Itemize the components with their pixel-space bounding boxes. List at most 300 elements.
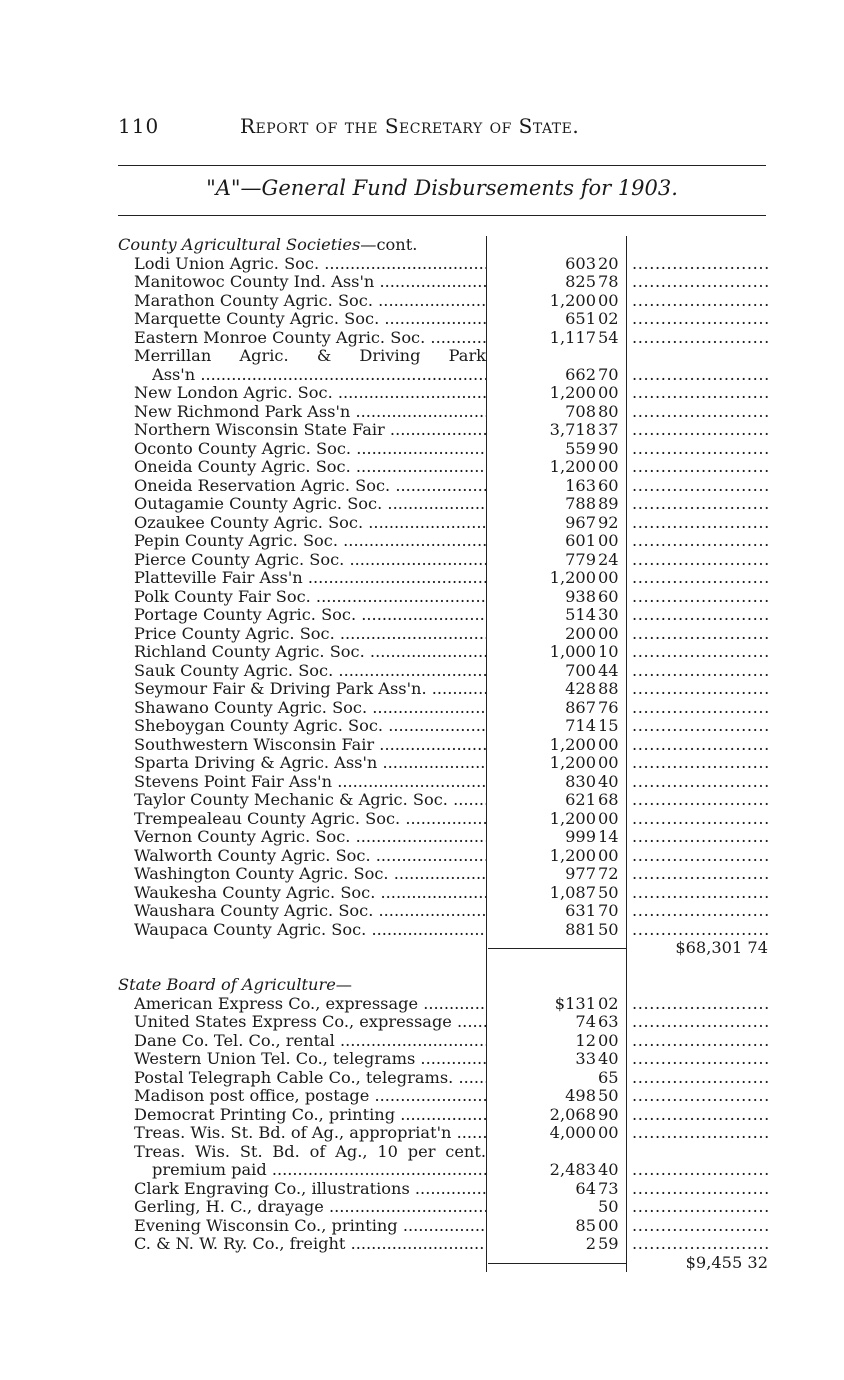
ledger-row [118,440,768,459]
ledger-row [118,643,768,662]
column-divider-left [486,921,487,940]
amount-cents: 20 [598,253,619,273]
section-heading-row [118,236,768,255]
ledger-row [118,421,768,440]
amount-dollars: 4,000 [549,1123,596,1142]
column-divider-right [626,810,627,829]
leader-dots [632,1124,768,1143]
column-divider-left [486,588,487,607]
section-total: $9,455 32 [685,1252,768,1272]
payee-name: Vernon County Agric. Soc. ..... [134,828,486,847]
column-divider-right [626,736,627,755]
column-divider-left [486,1106,487,1125]
column-divider-right [626,1180,627,1199]
ledger-row [118,810,768,829]
amount-cents: 60 [598,475,619,495]
column-divider-right [626,588,627,607]
amount-dollars: 200 [565,623,596,643]
amount-cents: 70 [598,901,619,920]
leader-dots [632,292,768,311]
page-header [118,114,766,142]
leader-dots [632,1161,768,1180]
column-divider-left [486,403,487,422]
payee-name: Postal Telegraph Cable Co., telegrams. ..... [134,1069,486,1088]
leader-dots [632,1032,768,1051]
amount-cents: 00 [598,383,619,402]
amount-dollars: 1,200 [549,383,596,402]
payee-name: Gerling, H. C., drayage ..... [134,1198,486,1217]
payee-name: Platteville Fair Ass'n ..... [134,569,486,588]
column-divider-right [626,1217,627,1236]
total-rule [488,948,626,949]
column-divider-right [626,514,627,533]
payee-name: Evening Wisconsin Co., printing ..... [134,1217,486,1236]
column-divider-right [626,347,627,366]
payee-name: Portage County Agric. Soc. ..... [134,606,486,625]
payee-name: Price County Agric. Soc. ..... [134,625,486,644]
amount-dollars: 64 [575,1178,596,1198]
leader-dots [632,773,768,792]
leader-dots [632,532,768,551]
amount-cents: 50 [598,882,619,902]
column-divider-left [486,1087,487,1106]
payee-name: Lodi Union Agric. Soc. ..... [134,255,486,274]
column-divider-right [626,754,627,773]
amount-dollars: 3,718 [549,420,596,439]
payee-name: Eastern Monroe County Agric. Soc. ..... [134,329,486,348]
amount-cents: 73 [598,1178,619,1198]
leader-dots [632,921,768,940]
section-heading [118,976,478,995]
leader-dots [632,551,768,570]
amount-dollars: 1,117 [549,327,596,347]
leader-dots [632,403,768,422]
ledger-row [118,1032,768,1051]
amount-dollars: 651 [565,309,596,328]
ledger-row [118,551,768,570]
column-divider-right [626,1235,627,1254]
ledger-row [118,514,768,533]
page-number: 110 [118,114,160,138]
payee-name: Madison post office, postage ..... [134,1087,486,1106]
payee-name: Outagamie County Agric. Soc. ..... [134,495,486,514]
column-divider-right [626,662,627,681]
leader-dots [632,1050,768,1069]
section-total: $68,301 74 [675,938,768,957]
ledger-row [118,273,768,292]
column-divider-right [626,1106,627,1125]
payee-name: Walworth County Agric. Soc. ..... [134,847,486,866]
ledger-row [118,773,768,792]
amount-dollars: 621 [565,790,596,809]
column-divider-left [486,643,487,662]
column-divider-left [486,347,487,366]
amount-cents: 70 [598,364,619,384]
column-divider-left [486,995,487,1014]
amount-dollars: 603 [565,253,596,273]
payee-name: Waukesha County Agric. Soc. ..... [134,884,486,903]
leader-dots [632,1198,768,1217]
ledger-row [118,1217,768,1236]
payee-name: Oneida Reservation Agric. Soc. ..... [134,477,486,496]
section-heading-suffix: — [335,975,352,994]
section-heading [118,236,478,255]
column-divider-left [486,810,487,829]
ledger-row [118,1161,768,1180]
amount-dollars: 867 [565,697,596,717]
ledger-row [118,847,768,866]
column-divider-left [486,292,487,311]
column-divider-left [486,273,487,292]
column-divider-left [486,477,487,496]
column-divider-left [486,1217,487,1236]
ledger-row [118,329,768,348]
amount-dollars: 967 [565,512,596,532]
payee-name: Seymour Fair & Driving Park Ass'n. ..... [134,680,486,699]
payee-name: Clark Engraving Co., illustrations ..... [134,1180,486,1199]
amount-dollars: 2 [585,1234,596,1253]
amount-cents: 00 [598,734,619,754]
leader-dots [632,902,768,921]
leader-dots [632,865,768,884]
column-divider-right [626,569,627,588]
section-heading-text: County Agricultural Societies [118,235,361,254]
amount-cents: 00 [598,568,619,587]
column-divider-left [486,532,487,551]
ledger-row [118,995,768,1014]
column-divider-left [486,625,487,644]
amount-cents: 00 [598,753,619,772]
amount-cents: 68 [598,790,619,809]
column-divider-left [486,551,487,570]
amount-cents: 90 [598,1104,619,1124]
column-divider-right [626,329,627,348]
ledger-row [118,717,768,736]
column-divider-left [486,680,487,699]
leader-dots [632,754,768,773]
amount-dollars: 938 [565,586,596,606]
column-divider-left [486,458,487,477]
leader-dots [632,588,768,607]
column-divider-right [626,384,627,403]
payee-name: Richland County Agric. Soc. ..... [134,643,486,662]
amount-cents: 14 [598,827,619,846]
column-divider-right [626,551,627,570]
column-divider-right [626,292,627,311]
amount-cents: 00 [598,531,619,550]
ledger-row [118,1235,768,1254]
payee-name: Treas. Wis. St. Bd. of Ag., 10 per cent. [134,1142,486,1161]
amount-cents: 00 [598,808,619,828]
column-divider-right [626,440,627,459]
amount-cents: 50 [598,1086,619,1105]
column-divider-right [626,1198,627,1217]
ledger-row [118,1198,768,1217]
leader-dots [632,440,768,459]
amount-cents: 02 [598,993,619,1013]
column-divider-left [486,976,487,995]
amount-cents: 72 [598,864,619,883]
amount-dollars: 1,087 [549,882,596,902]
ledger-row [118,625,768,644]
column-divider-right [626,532,627,551]
column-divider-left [486,773,487,792]
amount-dollars: 700 [565,660,596,680]
amount-cents: 10 [598,642,619,661]
column-divider-right [626,828,627,847]
amount-dollars: 881 [565,919,596,939]
column-divider-left [486,699,487,718]
leader-dots [632,662,768,681]
leader-dots [632,643,768,662]
column-divider-left [486,754,487,773]
amount-cents: 60 [598,586,619,606]
column-divider-right [626,717,627,736]
amount-cents: 00 [598,290,619,310]
column-divider-left [486,736,487,755]
column-divider-right [626,236,627,255]
leader-dots [632,1180,768,1199]
amount-dollars: 1,000 [549,642,596,661]
amount-dollars: 85 [575,1215,596,1235]
column-divider-right [626,458,627,477]
column-divider-right [626,791,627,810]
ledger-row [118,347,768,366]
section-heading-suffix: —cont. [360,235,418,254]
ledger-row [118,1106,768,1125]
column-divider-left [486,366,487,385]
column-divider-left [486,662,487,681]
amount-cents: 00 [598,1215,619,1235]
column-divider-left [486,865,487,884]
amount-dollars: 2,068 [549,1104,596,1124]
section-heading-row [118,976,768,995]
ledger-row [118,569,768,588]
ledger-row [118,310,768,329]
ledger-row [118,1180,768,1199]
amount-dollars: 788 [565,494,596,513]
payee-name: Shawano County Agric. Soc. ..... [134,699,486,718]
column-divider-right [626,255,627,274]
column-divider-left [486,236,487,255]
ledger-row [118,680,768,699]
ledger-row [118,1069,768,1088]
payee-name-continued: premium paid ..... [152,1161,486,1180]
ledger-row [118,1143,768,1162]
amount-cents: 30 [598,605,619,624]
column-divider-right [626,366,627,385]
column-divider-left [486,384,487,403]
payee-name: Dane Co. Tel. Co., rental ..... [134,1032,486,1051]
payee-name: Washington County Agric. Soc. ..... [134,865,486,884]
column-divider-left [486,606,487,625]
ledger-row [118,754,768,773]
payee-name: Treas. Wis. St. Bd. of Ag., appropriat'n ..... [134,1124,486,1143]
column-divider-right [626,958,627,977]
amount-cents: 59 [598,1234,619,1253]
ledger-row [118,1013,768,1032]
section-total-row [118,1254,768,1273]
ledger-row [118,1050,768,1069]
leader-dots [632,421,768,440]
amount-cents: 63 [598,1012,619,1031]
amount-dollars: 631 [565,901,596,920]
amount-dollars: 708 [565,401,596,421]
leader-dots [632,995,768,1014]
column-divider-right [626,847,627,866]
payee-name: Polk County Fair Soc. ..... [134,588,486,607]
payee-name: Ozaukee County Agric. Soc. ..... [134,514,486,533]
ledger-row [118,477,768,496]
column-divider-left [486,1143,487,1162]
column-divider-left [486,902,487,921]
amount-cents: 78 [598,272,619,291]
ledger-row [118,458,768,477]
column-divider-right [626,921,627,940]
amount-dollars: 662 [565,364,596,384]
payee-name: Western Union Tel. Co., telegrams ..... [134,1050,486,1069]
leader-dots [632,255,768,274]
leader-dots [632,1087,768,1106]
payee-name: Oneida County Agric. Soc. ..... [134,458,486,477]
amount-cents: 89 [598,494,619,513]
payee-name-continued: Ass'n ..... [152,366,486,385]
leader-dots [632,717,768,736]
payee-name: Oconto County Agric. Soc. ..... [134,440,486,459]
leader-dots [632,514,768,533]
amount-cents: 44 [598,660,619,680]
amount-cents: 00 [598,1123,619,1142]
amount-dollars: 977 [565,864,596,883]
ledger-row [118,532,768,551]
leader-dots [632,477,768,496]
column-divider-right [626,773,627,792]
leader-dots [632,847,768,866]
amount-dollars: 601 [565,531,596,550]
table-caption: "A"—General Fund Disbursements for 1903. [206,176,678,200]
leader-dots [632,384,768,403]
amount-cents: 40 [598,771,619,791]
ledger-row [118,1087,768,1106]
column-divider-right [626,477,627,496]
column-divider-left [486,828,487,847]
ledger-row [118,884,768,903]
amount-dollars: 830 [565,771,596,791]
amount-cents: 00 [598,457,619,476]
column-divider-left [486,717,487,736]
column-divider-left [486,939,487,958]
ledger-row [118,828,768,847]
blank-row [118,958,768,977]
column-divider-right [626,310,627,329]
ledger-row [118,736,768,755]
column-divider-right [626,1143,627,1162]
column-divider-left [486,1050,487,1069]
payee-name: Merrillan Agric. & Driving Park [134,347,486,365]
leader-dots [632,1013,768,1032]
payee-name: Sauk County Agric. Soc. ..... [134,662,486,681]
amount-dollars: 559 [565,438,596,458]
column-divider-left [486,255,487,274]
payee-name: Manitowoc County Ind. Ass'n ..... [134,273,486,292]
total-rule [488,1263,626,1264]
column-divider-left [486,884,487,903]
payee-name: Sparta Driving & Agric. Ass'n ..... [134,754,486,773]
column-divider-right [626,699,627,718]
column-divider-right [626,1254,627,1273]
amount-cents: 92 [598,512,619,532]
payee-name: Democrat Printing Co., printing ..... [134,1106,486,1125]
payee-name: Northern Wisconsin State Fair ..... [134,421,486,440]
amount-cents: 40 [598,1160,619,1179]
amount-dollars: 1,200 [549,753,596,772]
ledger-row [118,699,768,718]
payee-name: C. & N. W. Ry. Co., freight ..... [134,1235,486,1254]
column-divider-right [626,1050,627,1069]
amount-dollars: $131 [554,993,596,1013]
ledger-row [118,662,768,681]
leader-dots [632,828,768,847]
column-divider-left [486,791,487,810]
column-divider-right [626,1013,627,1032]
payee-name: Pierce County Agric. Soc. ..... [134,551,486,570]
leader-dots [632,366,768,385]
ledger-row [118,921,768,940]
leader-dots [632,606,768,625]
amount-cents: 24 [598,549,619,569]
ledger-row [118,292,768,311]
payee-name: Sheboygan County Agric. Soc. ..... [134,717,486,736]
payee-name: New London Agric. Soc. ..... [134,384,486,403]
column-divider-right [626,625,627,644]
column-divider-left [486,1032,487,1051]
payee-name: New Richmond Park Ass'n ..... [134,403,486,422]
leader-dots [632,884,768,903]
amount-cents: 50 [598,919,619,939]
column-divider-right [626,1124,627,1143]
amount-dollars: 1,200 [549,290,596,310]
column-divider-right [626,865,627,884]
leader-dots [632,1069,768,1088]
ledger-row [118,902,768,921]
column-divider-right [626,643,627,662]
leader-dots [632,273,768,292]
payee-name: Pepin County Agric. Soc. ..... [134,532,486,551]
amount-cents: 00 [598,845,619,865]
column-divider-right [626,902,627,921]
leader-dots [632,569,768,588]
leader-dots [632,736,768,755]
column-divider-left [486,1069,487,1088]
disbursement-ledger [118,236,768,1272]
leader-dots [632,810,768,829]
column-divider-left [486,514,487,533]
leader-dots [632,699,768,718]
column-divider-left [486,1198,487,1217]
amount-dollars: 12 [575,1030,596,1050]
ledger-row [118,255,768,274]
ledger-row [118,588,768,607]
column-divider-right [626,1161,627,1180]
amount-dollars: 514 [565,605,596,624]
amount-dollars: 74 [575,1012,596,1031]
leader-dots [632,791,768,810]
column-divider-left [486,1124,487,1143]
column-divider-right [626,606,627,625]
column-divider-right [626,1069,627,1088]
amount-cents: 65 [598,1067,619,1087]
payee-name: American Express Co., expressage ..... [134,995,486,1014]
